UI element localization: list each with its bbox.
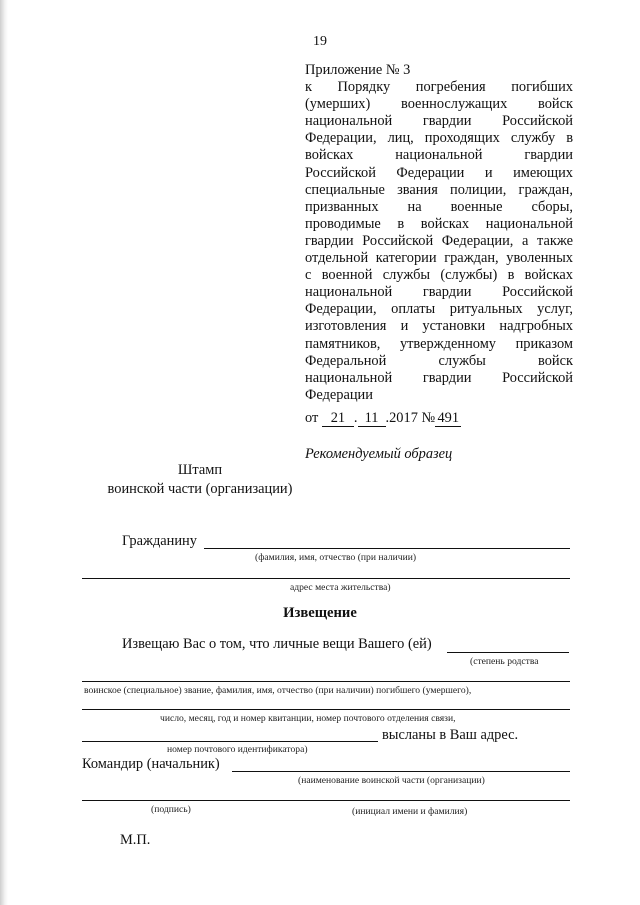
relation-caption: (степень родства [470,656,539,667]
notice-title: Извещение [283,605,357,621]
receipt-field[interactable] [82,709,570,710]
appendix-line: Федерации, лиц, проходящих службу в [305,130,573,147]
order-number: 491 [435,411,461,427]
appendix-line: отдельной категории граждан, уволенных [305,250,573,267]
deceased-field[interactable] [82,681,570,682]
notice-text: Извещаю Вас о том, что личные вещи Вашего (ей) [122,636,432,652]
postal-id-caption: номер почтового идентификатора) [167,744,308,755]
postal-id-field[interactable] [82,741,378,742]
stamp-subtitle: воинской части (организации) [107,481,293,497]
order-day: 21 [322,411,354,427]
addressee-label: Гражданину [122,533,197,549]
page-number: 19 [313,34,327,49]
scan-edge-shadow [0,0,8,905]
deceased-caption: воинское (специальное) звание, фамилия, имя, отчество (при наличии) погибшего (умершего), [84,685,472,696]
appendix-line: призванных на военные сборы, [305,198,573,215]
appendix-line: специальные звания полиции, граждан, [305,181,573,198]
appendix-line: Российской Федерации и имеющих [305,164,573,181]
appendix-line: (умерших) военнослужащих войск [305,96,573,113]
order-year: .2017 [385,410,418,426]
relation-field[interactable] [447,652,569,653]
appendix-line: национальной гвардии Российской [305,113,573,130]
order-prefix: от [305,410,319,426]
appendix-heading [305,62,573,404]
initials-caption: (инициал имени и фамилия) [352,806,468,817]
appendix-line: Приложение № 3 [305,62,411,78]
appendix-line: Федерации, оплаты ритуальных услуг, [305,301,573,318]
stamp-title: Штамп [177,462,223,478]
appendix-line: с военной службы (службы) в войсках [305,267,573,284]
signature-caption: (подпись) [151,804,191,815]
receipt-caption: число, месяц, год и номер квитанции, номер почтового отделения связи, [160,713,456,724]
signature-field[interactable] [82,800,570,801]
order-reference: от 21 . 11 .2017 № 491 [305,410,461,427]
order-number-label: № [421,410,436,426]
appendix-line: проводимые в войсках национальной [305,215,573,232]
commander-label: Командир (начальник) [82,756,220,772]
address-field[interactable] [82,578,570,579]
unit-caption: (наименование воинской части (организации) [298,775,485,786]
appendix-line: изготовления и установки надгробных [305,318,573,335]
appendix-line: гвардии Российской Федерации, а также [305,232,573,249]
appendix-line: Федеральной службы войск [305,352,573,369]
addressee-field[interactable] [204,548,570,549]
unit-field[interactable] [232,771,570,772]
appendix-line: национальной гвардии Российской [305,369,573,386]
recommended-sample-label: Рекомендуемый образец [305,446,453,462]
sent-text: высланы в Ваш адрес. [382,727,519,743]
appendix-line: национальной гвардии Российской [305,284,573,301]
stamp-block [100,461,300,499]
appendix-line: Федерации [305,386,373,403]
order-month: 11 [358,411,386,427]
appendix-line: памятников, утвержденному приказом [305,335,573,352]
appendix-line: войсках национальной гвардии [305,147,573,164]
seal-place: М.П. [120,832,151,848]
address-caption: адрес места жительства) [290,582,391,593]
appendix-line: к Порядку погребения погибших [305,79,573,96]
addressee-caption: (фамилия, имя, отчество (при наличии) [255,552,417,563]
